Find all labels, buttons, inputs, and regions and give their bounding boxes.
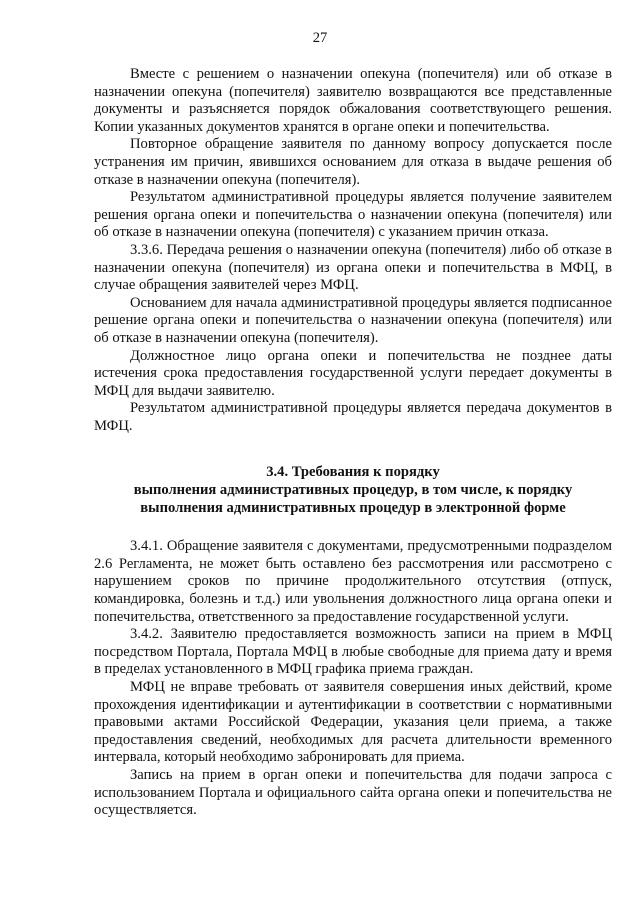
paragraph: 3.4.1. Обращение заявителя с документами, предусмотренными подразделом 2.6 Регламента, не может быть оставлено без рассмотрения или рассмотрено с нарушением сроков по причине продолжительного отсутствия (отпуск, командировка, болезнь и т.д.) или увольнения должностного лица органа опеки и попечительства, ответственного за предоставление государственной услуги.	[94, 538, 612, 625]
paragraph: Должностное лицо органа опеки и попечительства не позднее даты истечения срока предоставления государственной услуги передает документы в МФЦ для выдачи заявителю.	[94, 347, 612, 399]
paragraph: Результатом административной процедуры является передача документов в МФЦ.	[94, 400, 612, 434]
paragraph: Основанием для начала административной процедуры является подписанное решение органа опеки и попечительства о назначении опекуна (попечителя) или об отказе в назначении опекуна (попечителя).	[94, 294, 612, 346]
paragraph: 3.4.2. Заявителю предоставляется возможность записи на прием в МФЦ посредством Портала, Портала МФЦ в любые свободные для приема дату и время в пределах установленного в МФЦ графика приема граждан.	[94, 626, 612, 678]
page-number: 27	[312, 30, 328, 46]
document-body	[94, 66, 612, 820]
paragraph: 3.3.6. Передача решения о назначении опекуна (попечителя) либо об отказе в назначении опекуна (попечителя) из органа опеки и попечительства в МФЦ, в случае обращения заявителей через МФЦ.	[94, 241, 612, 294]
paragraph: Вместе с решением о назначении опекуна (попечителя) или об отказе в назначении опекуна (попечителя) заявителю возвращаются все представленные документы и разъясняется порядок обжалования соответствующего решения. Копии указанных документов хранятся в органе опеки и попечительства.	[94, 66, 612, 135]
paragraph: Результатом административной процедуры является получение заявителем решения органа опеки и попечительства о назначении опекуна (попечителя) или об отказе в назначении опекуна (попечителя) с указанием причин отказа.	[94, 189, 612, 241]
paragraph: Повторное обращение заявителя по данному вопросу допускается после устранения им причин, явившихся основанием для отказа в выдаче решения об отказе в назначении опекуна (попечителя).	[94, 136, 612, 188]
section-heading-line: выполнения административных процедур в электронной форме	[140, 499, 566, 516]
section-heading-line: выполнения административных процедур, в том числе, к порядку	[133, 482, 573, 499]
paragraph: Запись на прием в орган опеки и попечительства для подачи запроса с использованием Портала и официального сайта органа опеки и попечительства не осуществляется.	[94, 766, 612, 819]
section-heading	[94, 464, 612, 517]
paragraph: МФЦ не вправе требовать от заявителя совершения иных действий, кроме прохождения идентификации и аутентификации в соответствии с нормативными правовыми актами Российской Федерации, указания цели приема, а также предоставления сведений, необходимых для расчета длительности временного интервала, который необходимо забронировать для приема.	[94, 679, 612, 766]
section-heading-line: 3.4. Требования к порядку	[266, 464, 440, 481]
